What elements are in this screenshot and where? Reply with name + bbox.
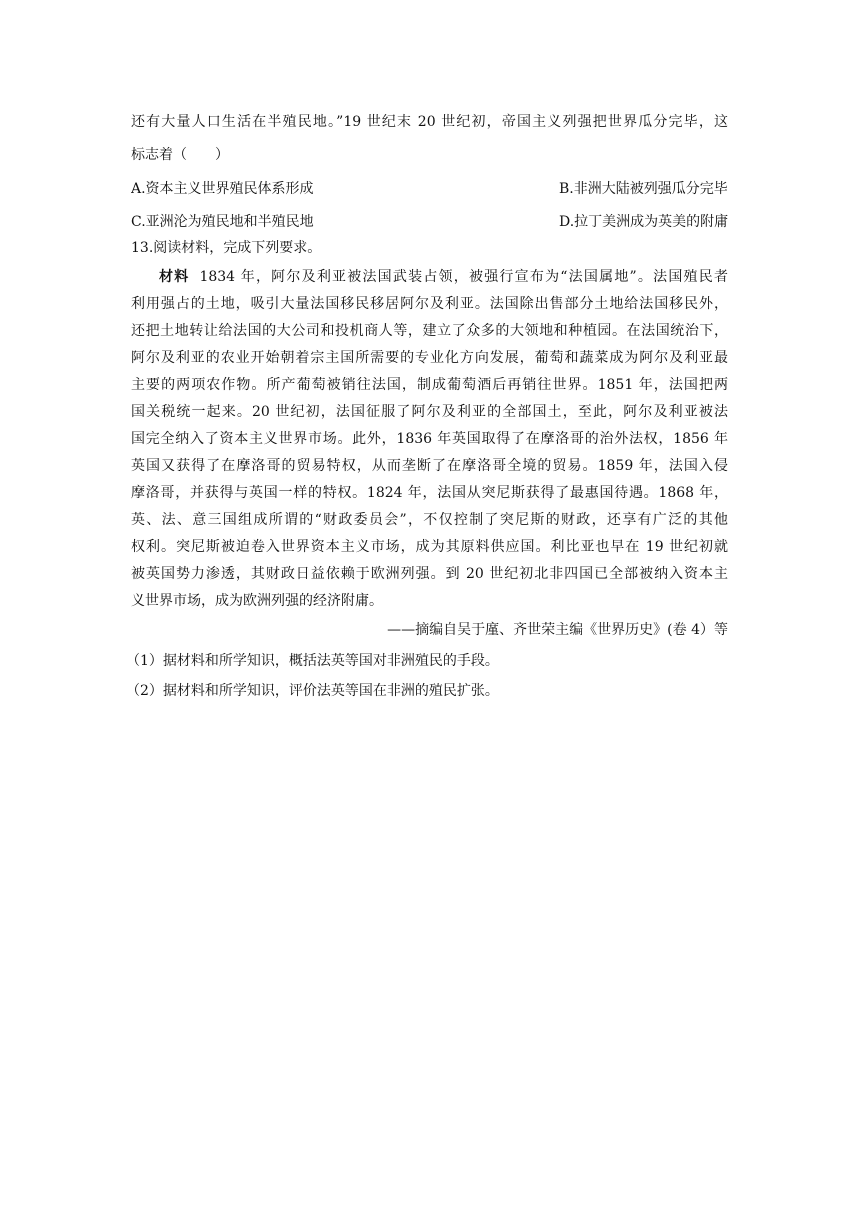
q13-material-line-11: 权利。突尼斯被迫卷入世界资本主义市场，成为其原料供应国。利比亚也早在 19 世纪初就 [131,539,728,555]
q13-material-line-9: 摩洛哥，并获得与英国一样的特权。1824 年，法国从突尼斯获得了最惠国待遇。1868 年， [131,485,728,501]
q12-stem-line-2: 标志着（ ） [131,147,229,163]
q13-material-line-5: 主要的两项农作物。所产葡萄被销往法国，制成葡萄酒后再销往世界。1851 年，法国把两 [131,377,728,393]
material-label: 材料 [159,269,190,285]
q12-stem-line-1: 还有大量人口生活在半殖民地。”19 世纪末 20 世纪初，帝国主义列强把世界瓜分完毕，这 [131,114,728,130]
q13-material-line-6: 国关税统一起来。20 世纪初，法国征服了阿尔及利亚的全部国土，至此，阿尔及利亚被法 [131,404,728,420]
q12-option-a[interactable]: A.资本主义世界殖民体系形成 [131,181,314,197]
q13-material-line-10: 英、法、意三国组成所谓的“财政委员会”，不仅控制了突尼斯的财政，还享有广泛的其他 [131,512,728,528]
q13-material-line-12: 被英国势力渗透，其财政日益依赖于欧洲列强。到 20 世纪初北非四国已全部被纳入资本主 [131,566,728,582]
material-source-citation: ——摘编自吴于廑、齐世荣主编《世界历史》(卷 4）等 [387,622,728,638]
q13-material-line-13: 义世界市场，成为欧洲列强的经济附庸。 [131,593,383,609]
q13-heading: 13.阅读材料，完成下列要求。 [131,240,322,256]
q13-material-line-1: 材料 1834 年，阿尔及利亚被法国武装占领，被强行宣布为“法国属地”。法国殖民者 [159,269,728,285]
q12-option-c[interactable]: C.亚洲沦为殖民地和半殖民地 [131,214,314,230]
q13-material-line-4: 阿尔及利亚的农业开始朝着宗主国所需要的专业化方向发展，葡萄和蔬菜成为阿尔及利亚最 [131,350,728,366]
q13-material-line-7: 国完全纳入了资本主义世界市场。此外，1836 年英国取得了在摩洛哥的治外法权，1856 年 [131,431,728,447]
q13-material-line-8: 英国又获得了在摩洛哥的贸易特权，从而垄断了在摩洛哥全境的贸易。1859 年，法国入侵 [131,458,728,474]
q12-options-row-2 [131,212,728,232]
q13-subquestion-1: （1）据材料和所学知识，概括法英等国对非洲殖民的手段。 [126,653,499,669]
q12-option-b[interactable]: B.非洲大陆被列强瓜分完毕 [559,181,728,197]
q13-material-line-2: 利用强占的土地，吸引大量法国移民移居阿尔及利亚。法国除出售部分土地给法国移民外， [131,296,728,312]
q13-subquestion-2: （2）据材料和所学知识，评价法英等国在非洲的殖民扩张。 [126,683,499,699]
q12-option-d[interactable]: D.拉丁美洲成为英美的附庸 [559,214,728,230]
q13-material-line-3: 还把土地转让给法国的大公司和投机商人等，建立了众多的大领地和种植园。在法国统治下， [131,323,728,339]
q12-options-row-1 [131,179,728,199]
